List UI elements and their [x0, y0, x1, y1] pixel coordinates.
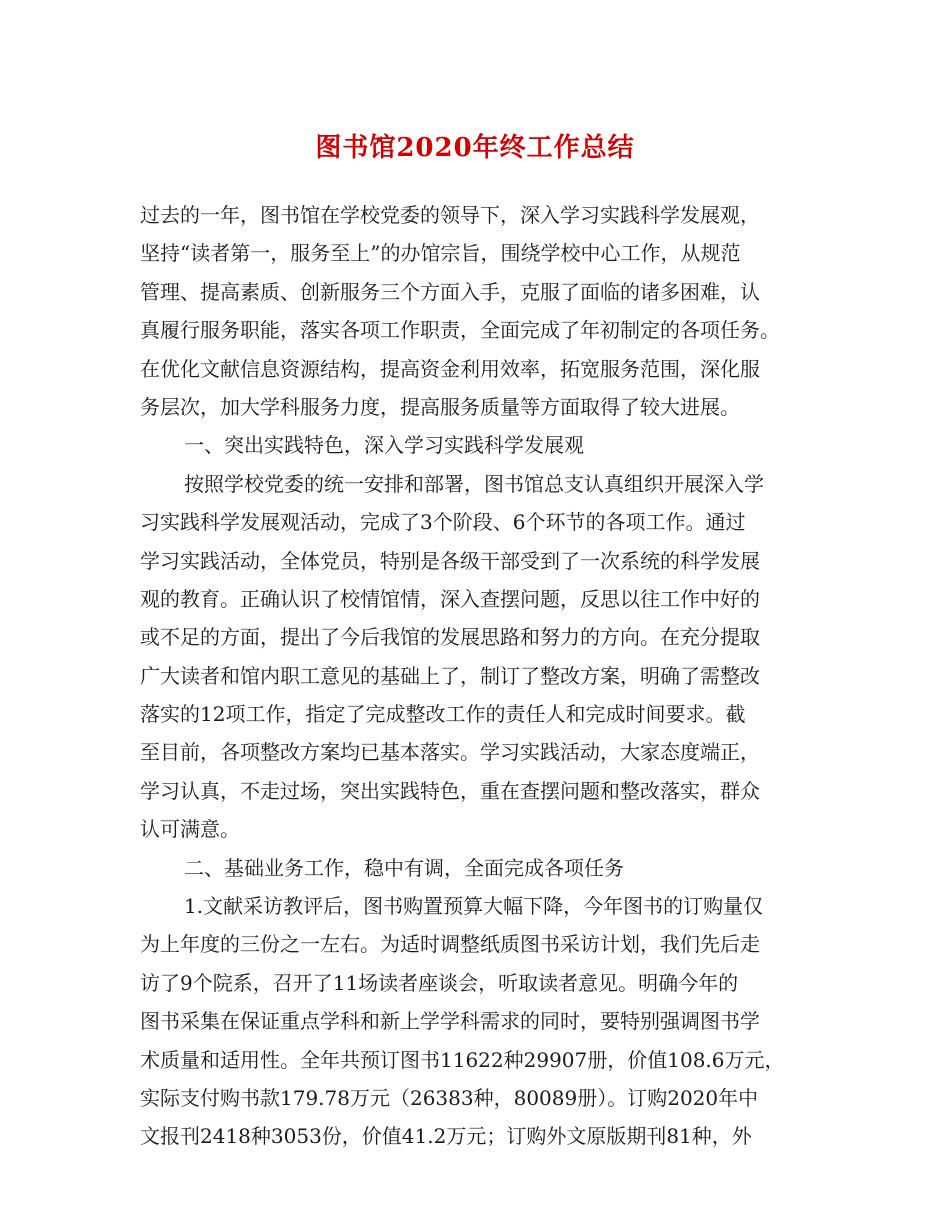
text-line: 实际支付购书款179.78万元（26383种，80089册）。订购2020年中 — [140, 1085, 759, 1110]
text-line: 一、突出实践特色，深入学习实践科学发展观 — [184, 433, 584, 458]
text-line: 认可满意。 — [140, 817, 240, 842]
text-line: 学习认真，不走过场，突出实践特色，重在查摆问题和整改落实，群众 — [140, 778, 760, 803]
text-line: 按照学校党委的统一安排和部署，图书馆总支认真组织开展深入学 — [184, 471, 764, 496]
text-line: 访了9个院系，召开了11场读者座谈会，听取读者意见。明确今年的 — [140, 970, 739, 995]
text-line: 坚持“读者第一，服务至上”的办馆宗旨，围绕学校中心工作，从规范 — [140, 241, 741, 266]
text-line: 落实的12项工作，指定了完成整改工作的责任人和完成时间要求。截 — [140, 702, 746, 727]
text-line: 观的教育。正确认识了校情馆情，深入查摆问题，反思以往工作中好的 — [140, 586, 760, 611]
text-line: 过去的一年，图书馆在学校党委的领导下，深入学习实践科学发展观， — [140, 203, 760, 227]
text-line: 图书采集在保证重点学科和新上学学科需求的同时，要特别强调图书学 — [140, 1009, 760, 1034]
document-title: 图书馆2020年终工作总结 — [315, 133, 635, 163]
text-line: 术质量和适用性。全年共预订图书11622种29907册，价值108.6万元， — [140, 1047, 785, 1072]
text-line: 广大读者和馆内职工意见的基础上了，制订了整改方案，明确了需整改 — [140, 663, 760, 688]
text-line: 管理、提高素质、创新服务三个方面入手，克服了面临的诸多困难，认 — [140, 279, 760, 304]
text-line: 为上年度的三份之一左右。为适时调整纸质图书采访计划，我们先后走 — [140, 932, 760, 957]
text-line: 习实践科学发展观活动，完成了3个阶段、6个环节的各项工作。通过 — [140, 510, 746, 535]
text-line: 1.文献采访教评后，图书购置预算大幅下降，今年图书的订购量仅 — [184, 894, 764, 919]
document-body — [140, 196, 820, 1156]
text-line: 二、基础业务工作，稳中有调，全面完成各项任务 — [184, 855, 624, 880]
text-line: 务层次，加大学科服务力度，提高服务质量等方面取得了较大进展。 — [140, 394, 740, 419]
text-line: 真履行服务职能，落实各项工作职责，全面完成了年初制定的各项任务。 — [140, 318, 780, 343]
text-line: 学习实践活动，全体党员，特别是各级干部受到了一次系统的科学发展 — [140, 548, 760, 573]
text-line: 文报刊2418种3053份，价值41.2万元；订购外文原版期刊81种，外 — [140, 1124, 752, 1149]
text-line: 在优化文献信息资源结构，提高资金利用效率，拓宽服务范围，深化服 — [140, 356, 760, 381]
text-line: 至目前，各项整改方案均已基本落实。学习实践活动，大家态度端正， — [140, 740, 760, 765]
text-line: 或不足的方面，提出了今后我馆的发展思路和努力的方向。在充分提取 — [140, 625, 760, 650]
